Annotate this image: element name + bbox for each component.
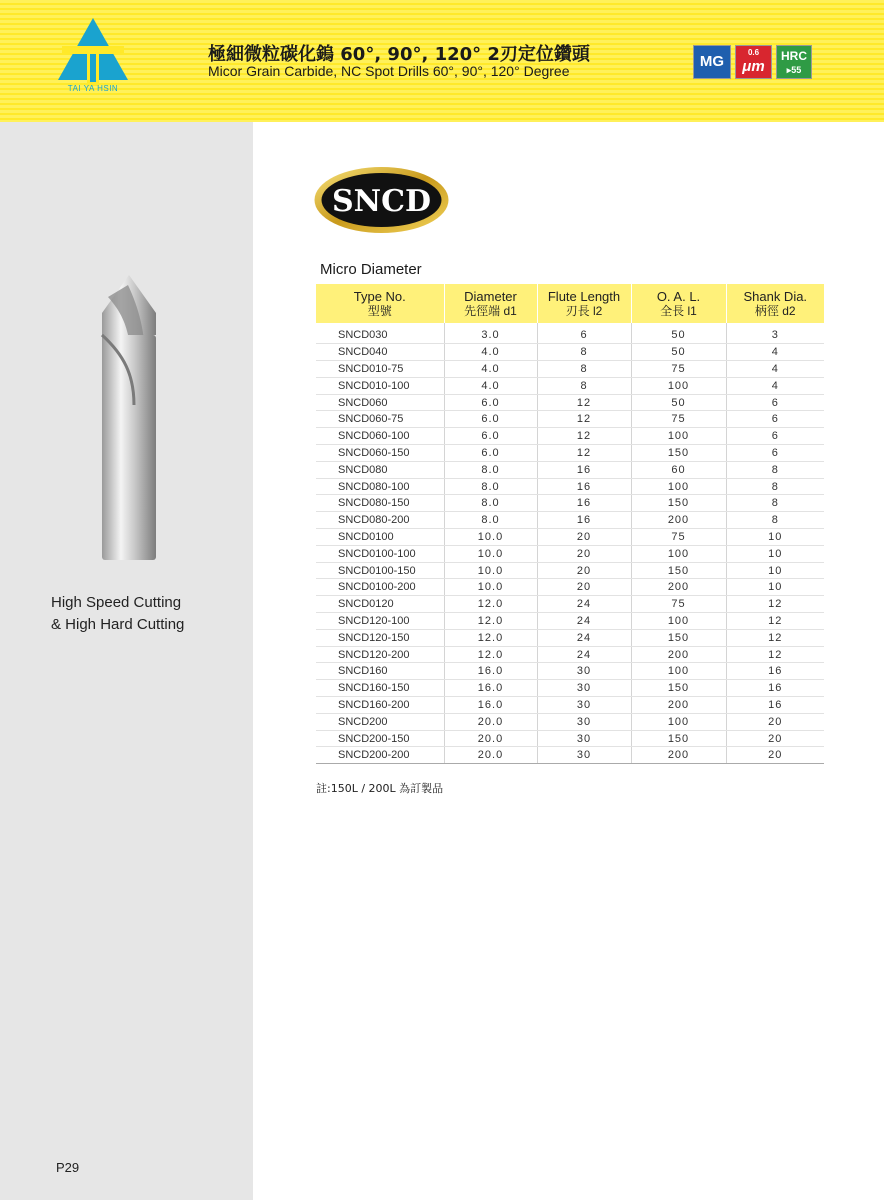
cell-flute-length: 24 xyxy=(537,613,631,630)
cell-type-no: SNCD0120 xyxy=(316,596,444,613)
sncd-logo-text: SNCD xyxy=(332,184,431,219)
cell-oal: 100 xyxy=(631,545,726,562)
table-row xyxy=(316,344,824,361)
cell-type-no: SNCD080 xyxy=(316,461,444,478)
cell-flute-length: 20 xyxy=(537,579,631,596)
table-row xyxy=(316,445,824,462)
cell-oal: 75 xyxy=(631,596,726,613)
header-band xyxy=(0,0,884,122)
cell-diameter: 10.0 xyxy=(444,545,537,562)
section-title: Micro Diameter xyxy=(320,261,422,278)
cell-type-no: SNCD010-100 xyxy=(316,377,444,394)
table-row xyxy=(316,495,824,512)
cell-oal: 200 xyxy=(631,646,726,663)
header-shank-dia-en: Shank Dia. xyxy=(743,288,808,304)
cell-diameter: 8.0 xyxy=(444,512,537,529)
cell-flute-length: 8 xyxy=(537,377,631,394)
cell-oal: 150 xyxy=(631,680,726,697)
cell-flute-length: 24 xyxy=(537,596,631,613)
cell-shank-dia: 4 xyxy=(726,344,824,361)
title-chinese: 極細微粒碳化鎢 60°, 90°, 120° 2刃定位鑽頭 xyxy=(208,44,590,65)
cell-flute-length: 12 xyxy=(537,428,631,445)
table-row xyxy=(316,461,824,478)
cell-flute-length: 30 xyxy=(537,680,631,697)
table-row xyxy=(316,680,824,697)
cell-diameter: 6.0 xyxy=(444,428,537,445)
table-row xyxy=(316,478,824,495)
cell-type-no: SNCD060-150 xyxy=(316,445,444,462)
cell-flute-length: 30 xyxy=(537,663,631,680)
cell-oal: 200 xyxy=(631,747,726,764)
cell-shank-dia: 20 xyxy=(726,713,824,730)
cell-oal: 150 xyxy=(631,495,726,512)
table-row xyxy=(316,747,824,764)
cell-type-no: SNCD030 xyxy=(316,327,444,344)
cell-diameter: 20.0 xyxy=(444,747,537,764)
cell-oal: 100 xyxy=(631,613,726,630)
cell-oal: 100 xyxy=(631,713,726,730)
hrc-badge-value: ▸55 xyxy=(786,65,802,75)
table-row xyxy=(316,327,824,344)
header-flute-length-cn: 刃長 l2 xyxy=(565,303,603,318)
cell-shank-dia: 10 xyxy=(726,529,824,546)
header-diameter-en: Diameter xyxy=(464,288,517,304)
cell-diameter: 10.0 xyxy=(444,562,537,579)
table-row xyxy=(316,579,824,596)
cell-shank-dia: 3 xyxy=(726,327,824,344)
cell-diameter: 12.0 xyxy=(444,646,537,663)
cell-flute-length: 6 xyxy=(537,327,631,344)
cell-flute-length: 30 xyxy=(537,697,631,714)
table-row xyxy=(316,529,824,546)
cell-diameter: 6.0 xyxy=(444,445,537,462)
cell-oal: 200 xyxy=(631,512,726,529)
cell-type-no: SNCD0100-100 xyxy=(316,545,444,562)
cell-oal: 75 xyxy=(631,361,726,378)
table-row xyxy=(316,545,824,562)
cell-shank-dia: 12 xyxy=(726,613,824,630)
cell-oal: 100 xyxy=(631,428,726,445)
cell-diameter: 4.0 xyxy=(444,377,537,394)
cell-type-no: SNCD080-150 xyxy=(316,495,444,512)
cell-diameter: 20.0 xyxy=(444,713,537,730)
cell-diameter: 10.0 xyxy=(444,579,537,596)
cell-flute-length: 30 xyxy=(537,747,631,764)
cell-diameter: 16.0 xyxy=(444,697,537,714)
cell-shank-dia: 4 xyxy=(726,361,824,378)
table-row xyxy=(316,629,824,646)
cell-type-no: SNCD080-100 xyxy=(316,478,444,495)
cell-flute-length: 30 xyxy=(537,713,631,730)
table-row xyxy=(316,730,824,747)
cell-shank-dia: 8 xyxy=(726,495,824,512)
cell-diameter: 16.0 xyxy=(444,680,537,697)
header-flute-length-en: Flute Length xyxy=(547,288,621,304)
table-row xyxy=(316,512,824,529)
cell-oal: 100 xyxy=(631,377,726,394)
cell-shank-dia: 6 xyxy=(726,428,824,445)
cell-diameter: 12.0 xyxy=(444,629,537,646)
header-diameter xyxy=(444,284,537,323)
table-row xyxy=(316,361,824,378)
cell-flute-length: 16 xyxy=(537,478,631,495)
cell-shank-dia: 10 xyxy=(726,545,824,562)
cell-flute-length: 30 xyxy=(537,730,631,747)
cell-type-no: SNCD060-100 xyxy=(316,428,444,445)
cell-shank-dia: 8 xyxy=(726,478,824,495)
hrc-badge xyxy=(776,45,812,79)
cell-flute-length: 8 xyxy=(537,361,631,378)
cell-diameter: 16.0 xyxy=(444,663,537,680)
cell-shank-dia: 10 xyxy=(726,562,824,579)
cell-type-no: SNCD060 xyxy=(316,394,444,411)
table-row xyxy=(316,562,824,579)
cell-diameter: 6.0 xyxy=(444,394,537,411)
cell-oal: 75 xyxy=(631,411,726,428)
cell-type-no: SNCD0100 xyxy=(316,529,444,546)
cell-shank-dia: 12 xyxy=(726,646,824,663)
cell-diameter: 12.0 xyxy=(444,596,537,613)
cell-flute-length: 16 xyxy=(537,512,631,529)
header-type-no-cn: 型號 xyxy=(367,303,392,318)
cell-shank-dia: 20 xyxy=(726,730,824,747)
table-row xyxy=(316,613,824,630)
cell-oal: 150 xyxy=(631,445,726,462)
cell-diameter: 3.0 xyxy=(444,327,537,344)
cell-diameter: 8.0 xyxy=(444,478,537,495)
mg-badge: MG xyxy=(693,45,731,79)
spot-drill-image-icon xyxy=(94,275,164,565)
cell-shank-dia: 20 xyxy=(726,747,824,764)
cell-type-no: SNCD120-150 xyxy=(316,629,444,646)
cell-flute-length: 16 xyxy=(537,495,631,512)
header-type-no-en: Type No. xyxy=(353,288,406,304)
cell-flute-length: 20 xyxy=(537,529,631,546)
cell-flute-length: 24 xyxy=(537,646,631,663)
table-row xyxy=(316,663,824,680)
cell-diameter: 6.0 xyxy=(444,411,537,428)
cell-oal: 100 xyxy=(631,478,726,495)
cell-oal: 50 xyxy=(631,327,726,344)
cell-oal: 150 xyxy=(631,730,726,747)
cell-shank-dia: 4 xyxy=(726,377,824,394)
table-row xyxy=(316,411,824,428)
table-row xyxy=(316,377,824,394)
cell-shank-dia: 16 xyxy=(726,680,824,697)
cell-flute-length: 24 xyxy=(537,629,631,646)
cell-shank-dia: 8 xyxy=(726,512,824,529)
cell-shank-dia: 16 xyxy=(726,697,824,714)
cell-oal: 50 xyxy=(631,344,726,361)
table-row xyxy=(316,713,824,730)
cell-diameter: 20.0 xyxy=(444,730,537,747)
cell-type-no: SNCD200-150 xyxy=(316,730,444,747)
page-number: P29 xyxy=(56,1160,80,1175)
cell-diameter: 8.0 xyxy=(444,495,537,512)
cell-oal: 150 xyxy=(631,629,726,646)
cell-oal: 200 xyxy=(631,697,726,714)
table-row xyxy=(316,697,824,714)
logo-text: TAI YA HSIN xyxy=(67,84,119,93)
cell-type-no: SNCD040 xyxy=(316,344,444,361)
caption-line-1: High Speed Cutting xyxy=(51,594,182,611)
spec-table xyxy=(316,284,824,764)
cell-flute-length: 12 xyxy=(537,394,631,411)
cell-shank-dia: 6 xyxy=(726,445,824,462)
cell-shank-dia: 12 xyxy=(726,629,824,646)
cell-flute-length: 20 xyxy=(537,545,631,562)
cell-type-no: SNCD200-200 xyxy=(316,747,444,764)
cell-type-no: SNCD080-200 xyxy=(316,512,444,529)
cell-flute-length: 16 xyxy=(537,461,631,478)
cell-diameter: 10.0 xyxy=(444,529,537,546)
cell-diameter: 4.0 xyxy=(444,344,537,361)
hrc-badge-label: HRC xyxy=(781,49,807,63)
cell-shank-dia: 12 xyxy=(726,596,824,613)
cell-diameter: 4.0 xyxy=(444,361,537,378)
cell-shank-dia: 8 xyxy=(726,461,824,478)
header-shank-dia-cn: 柄徑 d2 xyxy=(754,303,796,318)
table-row xyxy=(316,596,824,613)
cell-flute-length: 8 xyxy=(537,344,631,361)
cell-flute-length: 12 xyxy=(537,445,631,462)
header-shank-dia xyxy=(726,284,824,323)
cell-oal: 50 xyxy=(631,394,726,411)
micron-badge-unit: μm xyxy=(742,58,765,75)
sncd-logo-icon xyxy=(313,166,450,234)
cell-diameter: 8.0 xyxy=(444,461,537,478)
cell-type-no: SNCD120-100 xyxy=(316,613,444,630)
cell-type-no: SNCD0100-200 xyxy=(316,579,444,596)
cell-shank-dia: 16 xyxy=(726,663,824,680)
table-row xyxy=(316,394,824,411)
cell-oal: 75 xyxy=(631,529,726,546)
cell-type-no: SNCD060-75 xyxy=(316,411,444,428)
cell-oal: 150 xyxy=(631,562,726,579)
cell-oal: 200 xyxy=(631,579,726,596)
header-oal xyxy=(631,284,726,323)
cell-oal: 60 xyxy=(631,461,726,478)
micron-badge-value: 0.6 xyxy=(747,48,760,57)
cell-type-no: SNCD120-200 xyxy=(316,646,444,663)
micron-badge xyxy=(735,45,772,79)
cell-flute-length: 20 xyxy=(537,562,631,579)
cell-type-no: SNCD200 xyxy=(316,713,444,730)
cell-shank-dia: 6 xyxy=(726,411,824,428)
cell-type-no: SNCD160-150 xyxy=(316,680,444,697)
header-flute-length xyxy=(537,284,631,323)
caption-line-2: & High Hard Cutting xyxy=(51,616,185,633)
header-oal-en: O. A. L. xyxy=(656,288,701,304)
table-header-row xyxy=(316,284,824,323)
cell-flute-length: 12 xyxy=(537,411,631,428)
table-body xyxy=(316,323,824,764)
cutting-caption xyxy=(51,592,184,636)
cell-type-no: SNCD010-75 xyxy=(316,361,444,378)
cell-type-no: SNCD160 xyxy=(316,663,444,680)
table-row xyxy=(316,646,824,663)
cell-shank-dia: 6 xyxy=(726,394,824,411)
cell-type-no: SNCD0100-150 xyxy=(316,562,444,579)
cell-oal: 100 xyxy=(631,663,726,680)
cell-diameter: 12.0 xyxy=(444,613,537,630)
custom-order-note: 註:150L / 200L 為訂製品 xyxy=(316,782,444,795)
title-english: Micor Grain Carbide, NC Spot Drills 60°, 90°, 120° Degree xyxy=(208,63,570,79)
cell-type-no: SNCD160-200 xyxy=(316,697,444,714)
header-type-no xyxy=(316,284,444,323)
table-row xyxy=(316,428,824,445)
left-panel xyxy=(0,122,253,1200)
cell-shank-dia: 10 xyxy=(726,579,824,596)
header-diameter-cn: 先徑端 d1 xyxy=(464,303,517,318)
header-oal-cn: 全長 l1 xyxy=(660,303,697,318)
